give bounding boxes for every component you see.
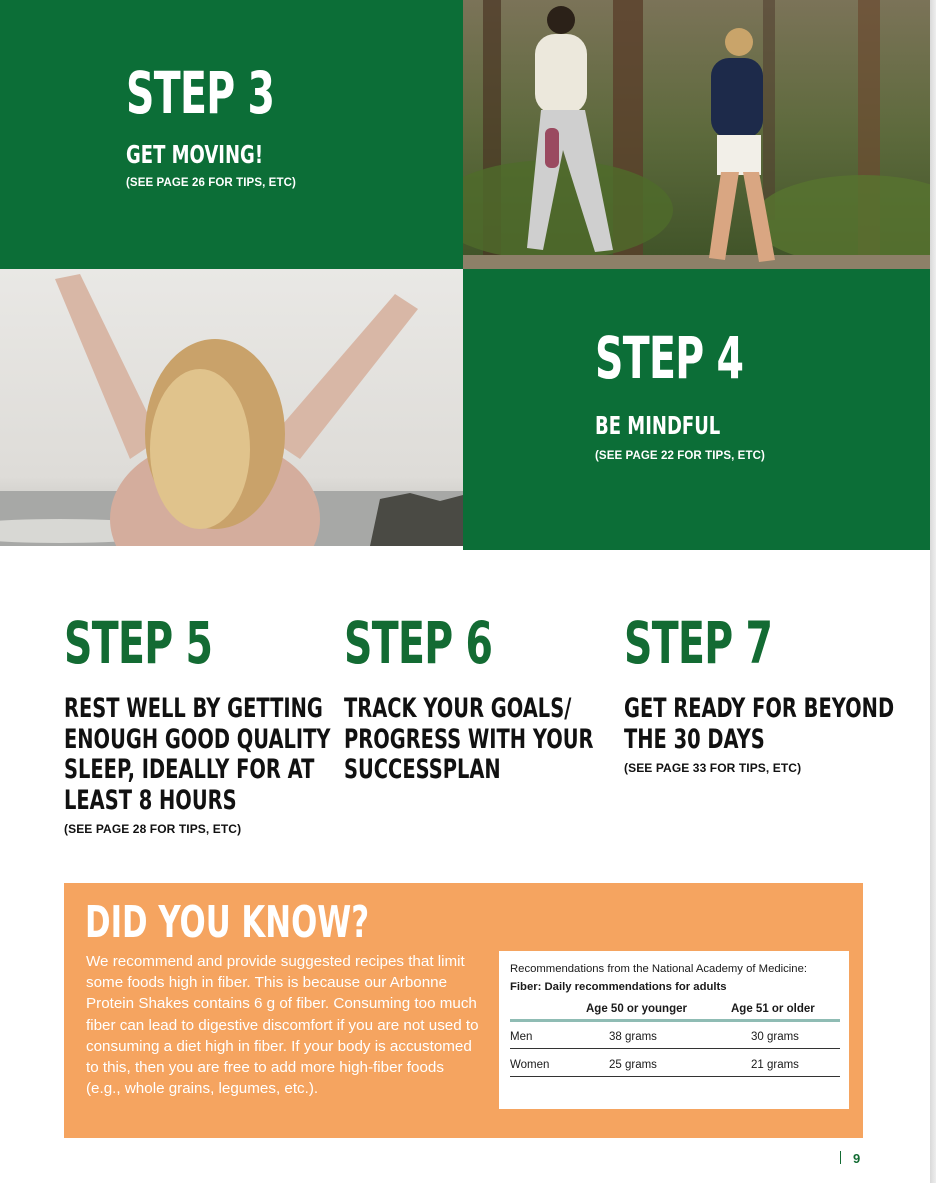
fiber-row-cell: 25 grams xyxy=(609,1059,657,1071)
step6-line-2: PROGRESS WITH YOUR xyxy=(344,723,594,755)
step5-line-1: REST WELL BY GETTING xyxy=(64,693,323,724)
page-edge-shadow xyxy=(930,0,936,1183)
fiber-row-rule xyxy=(510,1076,840,1077)
step5-title: STEP 5 xyxy=(64,609,213,677)
fiber-table-caption: Recommendations from the National Academy of Medicine: xyxy=(510,963,808,975)
step7-line-2: THE 30 DAYS xyxy=(624,723,765,755)
did-you-know-body: We recommend and provide suggested recipes that limit some foods high in fiber. This is because our Arbonne Protein Shakes contains 6 g of fiber. Consuming too much fiber can lead to digestive discomfort if you are not used to consuming a diet high in fiber. If your body is accustomed to this, then you are free to add more high-fiber foods (e.g., whole grains, legumes, etc.). xyxy=(86,953,479,1098)
page-number-divider xyxy=(840,1151,841,1164)
fiber-col-age-51-older: Age 51 or older xyxy=(731,1003,815,1015)
step6-line-3: SUCCESSPLAN xyxy=(344,754,501,785)
step6-title: STEP 6 xyxy=(344,609,493,677)
did-you-know-box xyxy=(64,883,863,1138)
fiber-row-label: Men xyxy=(510,1031,533,1043)
fiber-table-header-rule xyxy=(510,1019,840,1022)
step7-line-1: GET READY FOR BEYOND xyxy=(624,693,895,724)
page-number: 9 xyxy=(853,1151,861,1166)
step4-subtitle: BE MINDFUL xyxy=(595,411,721,440)
fiber-table xyxy=(499,951,849,1109)
fiber-row-cell: 30 grams xyxy=(751,1031,799,1043)
step3-panel xyxy=(0,0,463,269)
fiber-col-age-50-younger: Age 50 or younger xyxy=(586,1003,687,1015)
step5-line-2: ENOUGH GOOD QUALITY xyxy=(64,723,331,755)
fiber-row-rule xyxy=(510,1048,840,1049)
fiber-table-subcaption: Fiber: Daily recommendations for adults xyxy=(510,981,727,993)
step4-panel xyxy=(463,269,930,550)
fiber-row-cell: 38 grams xyxy=(609,1031,657,1043)
fiber-row-cell: 21 grams xyxy=(751,1059,799,1071)
forest-walk-photo xyxy=(463,0,930,269)
step4-title: STEP 4 xyxy=(595,324,744,392)
step5-line-3: SLEEP, IDEALLY FOR AT xyxy=(64,754,315,785)
step6-line-1: TRACK YOUR GOALS/ xyxy=(344,693,572,724)
step7-ref: (SEE PAGE 33 FOR TIPS, ETC) xyxy=(624,761,802,775)
step3-title: STEP 3 xyxy=(126,59,275,127)
step4-ref: (SEE PAGE 22 FOR TIPS, ETC) xyxy=(595,450,765,462)
step3-subtitle: GET MOVING! xyxy=(126,140,264,169)
step5-line-4: LEAST 8 HOURS xyxy=(64,784,237,816)
step3-ref: (SEE PAGE 26 FOR TIPS, ETC) xyxy=(126,177,296,189)
beach-arms-raised-photo xyxy=(0,269,463,546)
step5-ref: (SEE PAGE 28 FOR TIPS, ETC) xyxy=(64,822,242,836)
fiber-row-label: Women xyxy=(510,1059,550,1071)
did-you-know-title: DID YOU KNOW? xyxy=(85,897,370,948)
step7-title: STEP 7 xyxy=(624,609,773,677)
